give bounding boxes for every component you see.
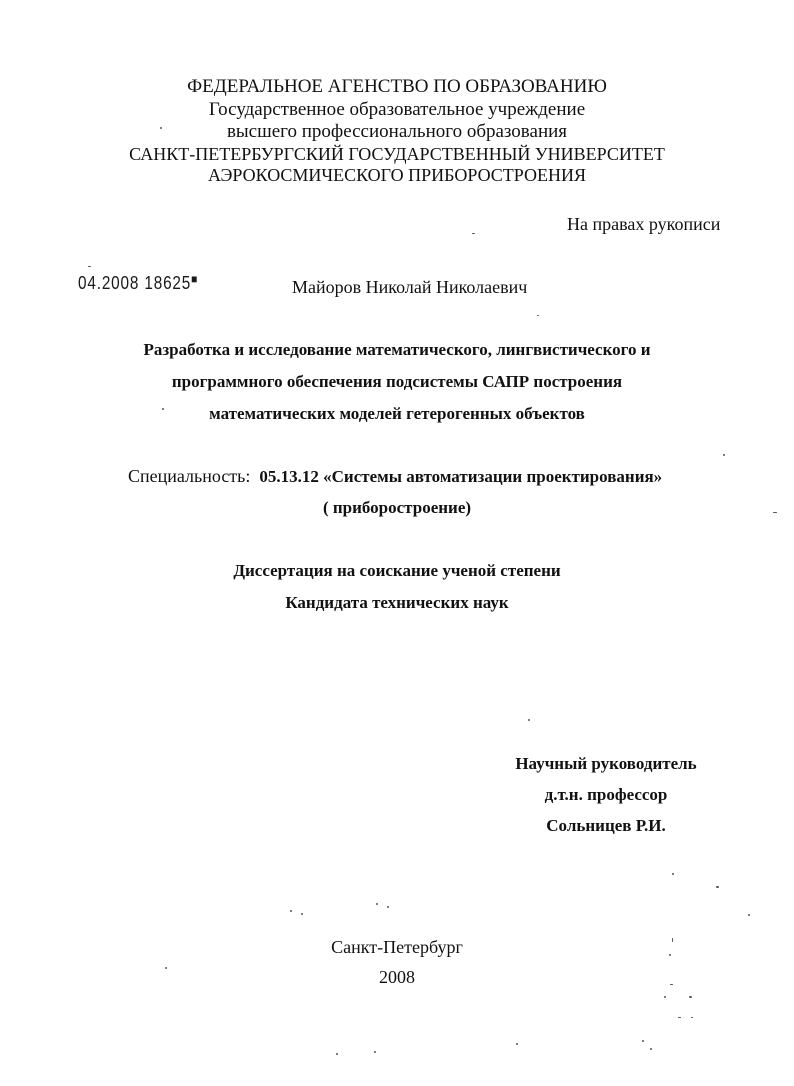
degree-line2: Кандидата технических наук <box>285 593 509 612</box>
supervisor-role: Научный руководитель <box>515 754 697 773</box>
scan-speck <box>516 1043 518 1045</box>
scan-speck <box>664 996 666 998</box>
scan-speck <box>642 1040 644 1042</box>
scan-speck <box>472 233 475 234</box>
scan-speck <box>376 903 378 905</box>
scan-speck <box>88 266 91 267</box>
scan-speck <box>336 1053 338 1055</box>
city: Санкт-Петербург <box>331 937 463 957</box>
registration-number: 04.2008 18625 <box>78 273 192 293</box>
scan-speck <box>301 913 303 915</box>
scan-speck <box>387 906 389 908</box>
manuscript-note: На правах рукописи <box>567 214 721 234</box>
scan-speck <box>537 315 539 316</box>
scan-speck <box>691 1017 693 1018</box>
supervisor-name: Сольницев Р.И. <box>546 816 666 835</box>
supervisor-block <box>488 748 724 841</box>
specialty-code: 05.13.12 «Системы автоматизации проектирования» <box>259 467 663 486</box>
scan-speck <box>748 914 750 916</box>
scan-speck <box>528 719 530 721</box>
scan-speck <box>716 886 719 888</box>
degree-line1: Диссертация на соискание ученой степени <box>233 561 561 580</box>
stamp-mark: ■ <box>191 272 199 286</box>
institution-type: Государственное образовательное учреждение <box>208 99 586 120</box>
scan-speck <box>374 1051 376 1053</box>
scan-speck <box>672 938 673 942</box>
scan-speck <box>290 910 292 912</box>
scan-speck <box>678 1017 681 1018</box>
scan-speck <box>650 1048 652 1050</box>
specialty-branch: ( приборостроение) <box>322 498 472 517</box>
scan-speck <box>689 996 692 998</box>
scan-speck <box>162 408 164 410</box>
specialty-label: Специальность: <box>128 466 251 486</box>
registration-stamp <box>78 272 198 294</box>
scan-speck <box>160 127 162 129</box>
university-name-line1: САНКТ-ПЕТЕРБУРГСКИЙ ГОСУДАРСТВЕННЫЙ УНИВЕРСИТЕТ <box>129 144 665 164</box>
scan-speck <box>165 967 167 969</box>
scan-speck <box>669 954 671 956</box>
title-line1: Разработка и исследование математического, лингвистического и <box>143 340 651 359</box>
author-name: Майоров Николай Николаевич <box>292 277 528 297</box>
scan-speck <box>773 512 777 513</box>
title-line3: математических моделей гетерогенных объектов <box>209 404 585 423</box>
title-line2: программного обеспечения подсистемы САПР построения <box>171 372 623 391</box>
scan-speck <box>672 873 674 875</box>
year: 2008 <box>379 967 415 987</box>
scan-speck <box>723 454 725 456</box>
supervisor-rank: д.т.н. профессор <box>544 785 668 804</box>
scan-speck <box>670 984 673 985</box>
agency-name: ФЕДЕРАЛЬНОЕ АГЕНСТВО ПО ОБРАЗОВАНИЮ <box>187 76 607 97</box>
university-name-line2: АЭРОКОСМИЧЕСКОГО ПРИБОРОСТРОЕНИЯ <box>207 165 587 185</box>
specialty-row <box>128 466 662 487</box>
institution-level: высшего профессионального образования <box>226 121 568 142</box>
